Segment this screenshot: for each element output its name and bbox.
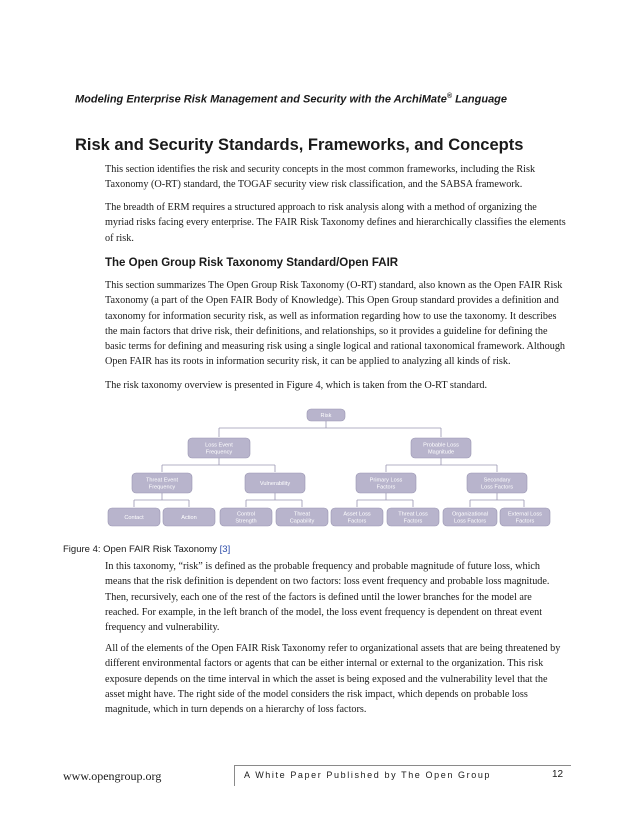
node-tef: [132, 473, 192, 493]
figure-reference-paragraph: The risk taxonomy overview is presented in Figure 4, which is taken from the O-RT standard.: [105, 380, 487, 391]
node-cs: [220, 508, 272, 526]
node-label: Frequency: [148, 484, 176, 491]
node-elf: [500, 508, 550, 526]
node-action: [163, 508, 215, 526]
node-label: Secondary: [483, 477, 511, 484]
section-title: Risk and Security Standards, Frameworks, and Concepts: [75, 136, 524, 154]
risk-taxonomy-diagram: [0, 400, 638, 535]
assets-exposure-paragraph: All of the elements of the Open FAIR Risk Taxonomy refer to organizational assets that are being threatened by different environmental factors or agents that can be either internal or external to the organization. This risk exposure depends on the time interval in which the asset is being exposed and the vulnerability level that the asset might have. The right side of the model considers the risk impact, which depends on probable loss magnitude, which in turn depends on a hierarchy of loss factors.: [105, 643, 561, 716]
node-label: Magnitude: [427, 449, 455, 456]
node-label: Strength: [235, 518, 257, 525]
node-label: Loss Factors: [453, 518, 487, 525]
node-label: Asset Loss: [343, 511, 371, 518]
node-label: Probable Loss: [423, 442, 459, 449]
node-label: Capability: [289, 518, 315, 525]
node-tlf: [387, 508, 439, 526]
taxonomy-definition-paragraph: In this taxonomy, “risk” is defined as the probable frequency and probable magnitude of future loss, which means that the risk definition is dependent on two factors: loss event frequency and probable loss magnitude. Then, recursively, each one of the rest of the factors is defined until the lower branches for the model are reached. For example, in the left branch of the model, the loss event frequency is dependent on threat event frequency and vulnerability.: [105, 561, 550, 634]
node-label: Contact: [124, 515, 144, 521]
subsection-title: The Open Group Risk Taxonomy Standard/Open FAIR: [105, 257, 399, 269]
node-label: Factors: [515, 518, 535, 525]
section-erm-paragraph: The breadth of ERM requires a structured approach to risk analysis along with a method of organizing the myriad risks facing every enterprise. The FAIR Risk Taxonomy defines and hierarchically classifies the elements of risk.: [105, 202, 566, 244]
node-vuln: [245, 473, 305, 493]
node-label: Threat: [293, 511, 311, 518]
node-contact: [108, 508, 160, 526]
figure-caption: Figure 4: Open FAIR Risk Taxonomy [3]: [63, 544, 231, 555]
node-plm: [411, 438, 471, 458]
citation-link[interactable]: [3]: [219, 544, 231, 555]
node-tc: [276, 508, 328, 526]
node-label: Factors: [376, 484, 396, 491]
node-plf: [356, 473, 416, 493]
node-label: Threat Loss: [398, 511, 428, 518]
node-slf: [467, 473, 527, 493]
section-intro-paragraph: This section identifies the risk and security concepts in the most common frameworks, including the Risk Taxonomy (O-RT) standard, the TOGAF security view risk classification, and the SABSA framework.: [105, 164, 536, 191]
node-label: Vulnerability: [259, 481, 291, 487]
node-label: Loss Factors: [480, 484, 514, 491]
node-label: Factors: [403, 518, 423, 525]
node-lef: [188, 438, 250, 458]
node-label: Frequency: [205, 449, 233, 456]
node-label: Action: [181, 515, 197, 521]
node-label: Risk: [320, 413, 332, 419]
page-number: 12: [552, 769, 564, 780]
node-label: Threat Event: [145, 477, 179, 484]
node-alf: [331, 508, 383, 526]
node-label: Loss Event: [205, 442, 233, 449]
diagram-nodes: [108, 409, 550, 526]
node-label: Organizational: [451, 511, 489, 518]
running-title: Modeling Enterprise Risk Management and Security with the ArchiMate® Language: [75, 93, 508, 106]
node-risk: [307, 409, 345, 421]
node-label: External Loss: [508, 511, 542, 518]
node-label: Control: [236, 511, 256, 518]
footer-publisher: A White Paper Published by The Open Group: [244, 770, 492, 780]
connectors: [134, 421, 524, 507]
node-label: Primary Loss: [369, 477, 403, 484]
node-olf: [443, 508, 497, 526]
subsection-summary-paragraph: This section summarizes The Open Group Risk Taxonomy (O-RT) standard, also known as the Open FAIR Risk Taxonomy (a part of the Open FAIR Body of Knowledge). This Open Group standard provides a definition and taxonomy for information security risk, as well as information regarding how to use the taxonomy. It describes the main factors that drive risk, their definitions, and relationships, so it provides a guideline for defining the basic terms for defining and measuring risk using a single logical and rational taxonomical framework. Although Open FAIR has its roots in information security risk, it can be applied to analyzing all kinds of risk.: [105, 280, 566, 368]
footer-url[interactable]: www.opengroup.org: [63, 769, 162, 783]
node-label: Factors: [347, 518, 367, 525]
